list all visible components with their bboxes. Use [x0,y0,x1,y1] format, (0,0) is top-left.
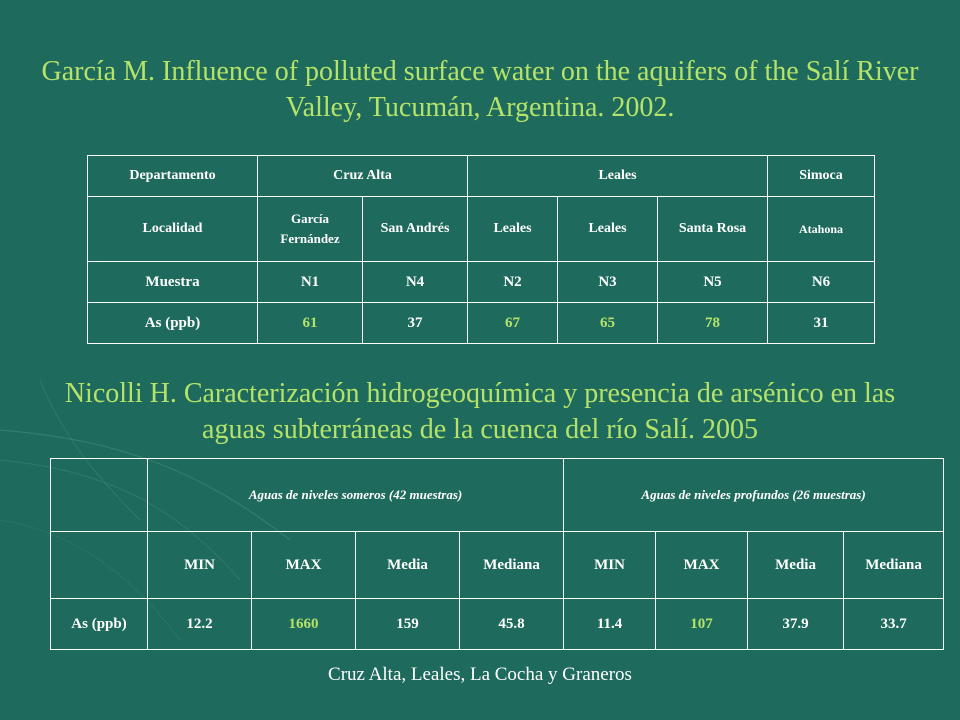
header-stat: Media [748,532,844,599]
cell-arsenic-value: 37 [363,303,468,344]
cell-localidad: García Fernández [258,197,363,262]
cell-arsenic-value: 67 [468,303,558,344]
header-stat: Media [356,532,460,599]
cell-localidad: Leales [558,197,658,262]
cell-arsenic-value: 78 [658,303,768,344]
cell-muestra: N1 [258,262,363,303]
header-stat: Mediana [844,532,944,599]
cell-localidad: San Andrés [363,197,468,262]
cell-stat-value: 159 [356,599,460,650]
cell-stat-value: 12.2 [148,599,252,650]
cell-muestra: N2 [468,262,558,303]
table-row [51,599,944,650]
table-row [88,156,875,197]
cell-muestra: N3 [558,262,658,303]
header-cruz-alta: Cruz Alta [258,156,468,197]
row-label-arsenic: As (ppb) [88,303,258,344]
table-row [88,262,875,303]
cell-arsenic-value: 61 [258,303,363,344]
cell-muestra: N5 [658,262,768,303]
table-row [51,532,944,599]
header-deep-waters: Aguas de niveles profundos (26 muestras) [564,459,944,532]
caption-departments: Cruz Alta, Leales, La Cocha y Graneros [328,664,632,685]
header-departamento: Departamento [88,156,258,197]
cell-stat-value: 37.9 [748,599,844,650]
header-simoca: Simoca [768,156,875,197]
header-stat: MAX [252,532,356,599]
header-stat: Mediana [460,532,564,599]
row-label-muestra: Muestra [88,262,258,303]
header-stat: MAX [656,532,748,599]
empty-corner-cell [51,459,148,532]
header-shallow-waters: Aguas de niveles someros (42 muestras) [148,459,564,532]
header-stat: MIN [148,532,252,599]
nicolli-arsenic-table [50,458,944,650]
cell-stat-value: 33.7 [844,599,944,650]
cell-arsenic-value: 65 [558,303,658,344]
table-row [51,459,944,532]
reference-title-nicolli: Nicolli H. Caracterización hidrogeoquímica y presencia de arsénico en las aguas subterráneas de la cuenca del río Salí. 2005 [64,378,896,445]
cell-stat-value: 1660 [252,599,356,650]
cell-muestra: N6 [768,262,875,303]
garcia-arsenic-table [87,155,875,344]
reference-title-garcia: García M. Influence of polluted surface water on the aquifers of the Salí River Valley, Tucumán, Argentina. 2002. [41,56,919,123]
cell-stat-value: 45.8 [460,599,564,650]
cell-localidad: Leales [468,197,558,262]
row-label-arsenic: As (ppb) [51,599,148,650]
cell-stat-value: 107 [656,599,748,650]
table-row [88,197,875,262]
cell-localidad: Santa Rosa [658,197,768,262]
cell-muestra: N4 [363,262,468,303]
cell-localidad: Atahona [768,197,875,262]
cell-stat-value: 11.4 [564,599,656,650]
cell-arsenic-value: 31 [768,303,875,344]
empty-label-cell [51,532,148,599]
row-label-localidad: Localidad [88,197,258,262]
table-row [88,303,875,344]
header-stat: MIN [564,532,656,599]
header-leales: Leales [468,156,768,197]
